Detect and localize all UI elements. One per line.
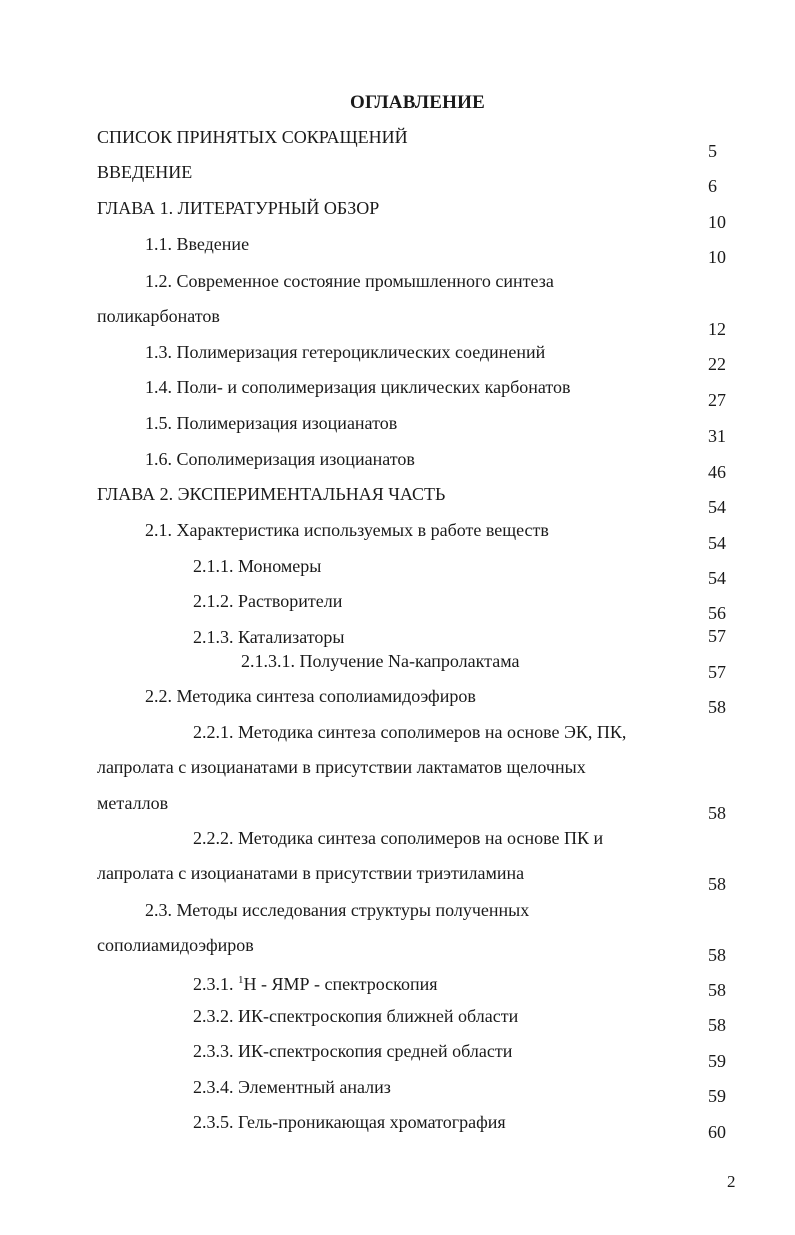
toc-entry-text: 2.1.1. Мономеры [193, 556, 322, 576]
toc-entry-page: 59 [708, 1051, 726, 1071]
toc-entry-label: Н - ЯМР - спектроскопия [243, 974, 438, 994]
toc-entry-page: 10 [708, 212, 726, 232]
toc-entry-page: 46 [708, 462, 726, 482]
toc-entry-page: 10 [708, 247, 726, 267]
toc-entry-page: 27 [708, 390, 726, 410]
superscript: 1 [238, 974, 244, 986]
toc-entry-text: 2.1. Характеристика используемых в работе веществ [145, 520, 549, 540]
toc-entry-page: 12 [708, 319, 726, 339]
toc-entry-text: 2.2. Методика синтеза сополиамидоэфиров [145, 686, 476, 706]
toc-entry-page: 58 [708, 1015, 726, 1035]
toc-entry-text: 2.2.1. Методика синтеза сополимеров на основе ЭК, ПК, [193, 722, 627, 742]
toc-entry-continuation: сополиамидоэфиров [97, 935, 254, 955]
toc-entry-page: 60 [708, 1122, 726, 1142]
toc-entry-text: ГЛАВА 1. ЛИТЕРАТУРНЫЙ ОБЗОР [97, 198, 380, 218]
toc-entry-page: 54 [708, 568, 726, 588]
toc-entry-text: 1.4. Поли- и сополимеризация циклических карбонатов [145, 377, 571, 397]
toc-entry-page: 58 [708, 803, 726, 823]
toc-entry-text: 2.3.4. Элементный анализ [193, 1077, 391, 1097]
toc-entry-text: 2.1.3. Катализаторы [193, 627, 345, 647]
toc-entry-text: 2.3.3. ИК-спектроскопия средней области [193, 1041, 513, 1061]
toc-entry-page: 6 [708, 176, 717, 196]
toc-entry-continuation: лапролата с изоцианатами в присутствии лактаматов щелочных [97, 757, 586, 777]
toc-entry-page: 54 [708, 497, 726, 517]
toc-entry-text: СПИСОК ПРИНЯТЫХ СОКРАЩЕНИЙ [97, 127, 408, 147]
toc-entry-text: ВВЕДЕНИЕ [97, 162, 193, 182]
toc-entry-prefix: 2.3.1. [193, 974, 238, 994]
toc-entry-page: 31 [708, 426, 726, 446]
toc-entry-continuation: металлов [97, 793, 169, 813]
toc-title: ОГЛАВЛЕНИЕ [350, 92, 485, 113]
toc-entry-page: 22 [708, 354, 726, 374]
toc-entry-continuation: лапролата с изоцианатами в присутствии триэтиламина [97, 863, 525, 883]
toc-entry-text: 2.3.2. ИК-спектроскопия ближней области [193, 1006, 519, 1026]
toc-entry-text: ГЛАВА 2. ЭКСПЕРИМЕНТАЛЬНАЯ ЧАСТЬ [97, 484, 446, 504]
toc-entry-text: 2.3. Методы исследования структуры полученных [145, 900, 530, 920]
toc-entry-text: 1.6. Сополимеризация изоцианатов [145, 449, 415, 469]
toc-entry-text [193, 969, 438, 995]
toc-entry-page: 56 [708, 603, 726, 623]
toc-entry-page: 57 [708, 626, 726, 646]
toc-entry-text: 1.2. Современное состояние промышленного синтеза [145, 271, 554, 291]
toc-entry-page: 58 [708, 697, 726, 717]
toc-entry-text: 1.3. Полимеризация гетероциклических соединений [145, 342, 546, 362]
toc-entry-text: 2.2.2. Методика синтеза сополимеров на основе ПК и [193, 828, 604, 848]
toc-entry-text: 2.1.3.1. Получение Na-капролактама [241, 651, 520, 671]
toc-entry-page: 59 [708, 1086, 726, 1106]
page-number: 2 [727, 1172, 736, 1191]
toc-entry-text: 2.1.2. Растворители [193, 591, 343, 611]
toc-entry-page: 58 [708, 874, 726, 894]
toc-entry-page: 58 [708, 945, 726, 965]
toc-entry-continuation: поликарбонатов [97, 306, 220, 326]
toc-entry-text: 2.3.5. Гель-проникающая хроматография [193, 1112, 506, 1132]
toc-entry-page: 5 [708, 141, 717, 161]
toc-entry-page: 54 [708, 533, 726, 553]
toc-entry-page: 57 [708, 662, 726, 682]
toc-entry-page: 58 [708, 980, 726, 1000]
toc-entry-text: 1.1. Введение [145, 234, 250, 254]
toc-entry-text: 1.5. Полимеризация изоцианатов [145, 413, 398, 433]
